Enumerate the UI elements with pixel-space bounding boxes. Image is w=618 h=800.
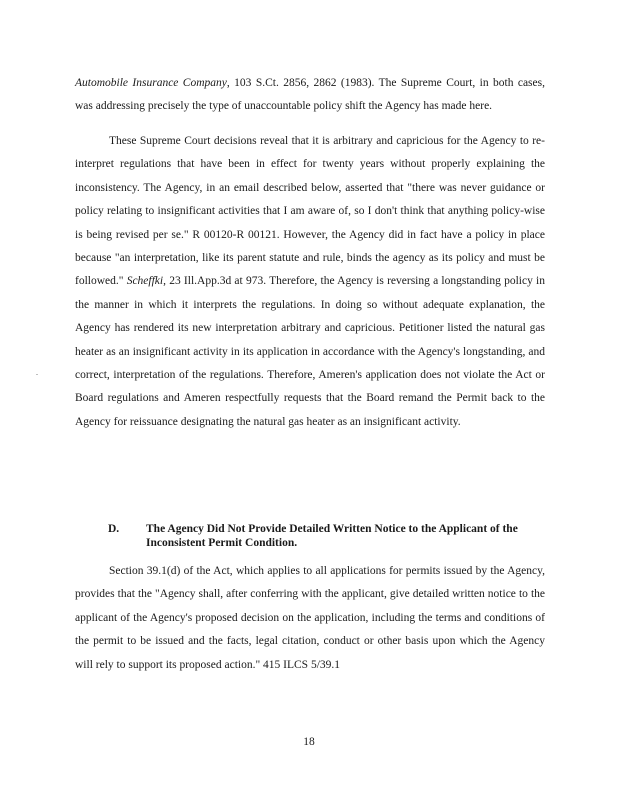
paragraph-2-text	[75, 130, 545, 434]
section-letter: D.	[108, 523, 120, 535]
paragraph-1-text	[75, 72, 545, 119]
paragraph-2-part2: , 23 Ill.App.3d at 973. Therefore, the Agency is reversing a longstanding policy in the manner in which it interprets the regulations. In doing so without adequate explanation, the Agency has rendered its new interpretation arbitrary and capricious. Petitioner listed the natural gas heater as an insignificant activity in its application in accordance with the Agency's longstanding, and correct, interpretation of the regulations. Therefore, Ameren's application does not violate the Act or Board regulations and Ameren respectfully requests that the Board remand the Permit back to the Agency for reissuance designating the natural gas heater as an insignificant activity.	[75, 275, 545, 428]
paragraph-2	[75, 130, 545, 434]
paragraph-1	[75, 72, 545, 119]
case-citation-scheffki: Scheffki	[126, 275, 164, 288]
case-citation-automobile: Automobile Insurance Company	[75, 77, 227, 89]
paragraph-1-rest: , 103 S.Ct. 2856, 2862 (1983). The Supreme Court, in both cases, was addressing precisely the type of unaccountable policy shift the Agency has made here.	[75, 77, 545, 113]
paragraph-2-part1: These Supreme Court decisions reveal that it is arbitrary and capricious for the Agency to re-interpret regulations that have been in effect for twenty years without properly explaining the inconsistency. The Agency, in an email described below, asserted that "there was never guidance or policy relating to insignificant activities that I am aware of, so I don't think that anything policy-wise is being revised per se." R 00120-R 00121. However, the Agency did in fact have a policy in place because "an interpretation, like its parent statute and rule, binds the agency as its policy and must be followed."	[75, 135, 545, 288]
paragraph-3	[75, 560, 545, 677]
section-heading-d	[108, 522, 546, 550]
page-number: 18	[303, 736, 315, 748]
stray-mark: .	[36, 368, 38, 377]
section-heading-text: The Agency Did Not Provide Detailed Written Notice to the Applicant of the Inconsistent Permit Condition.	[146, 523, 518, 549]
paragraph-3-text: Section 39.1(d) of the Act, which applies to all applications for permits issued by the Agency, provides that the "Agency shall, after conferring with the applicant, give detailed written notice to the applicant of the Agency's proposed decision on the application, including the terms and conditions of the permit to be issued and the facts, legal citation, conduct or other basis upon which the Agency will rely to support its proposed action." 415 ILCS 5/39.1	[75, 565, 545, 671]
